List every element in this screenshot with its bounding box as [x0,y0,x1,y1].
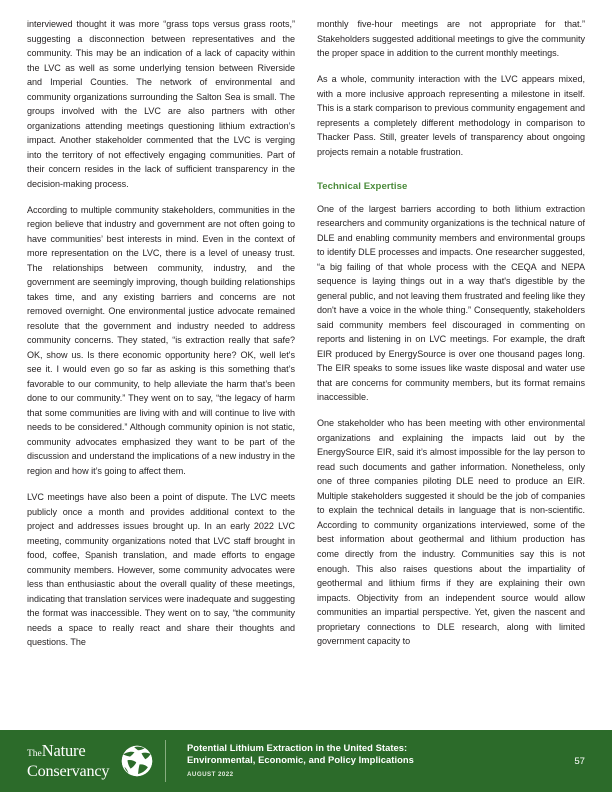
tnc-conservancy-text: Conservancy [27,761,110,780]
tnc-logo [27,743,152,779]
paragraph: One of the largest barriers according to both lithium extraction researchers and community organizations is the technical nature of DLE and enabling community members and environmental groups to identify DLE processes and impacts. One researcher suggested, “a big failing of that whole process with the CEQA and NEPA sequence is laying things out in a way that's digestible by the general public, and not leaving them frustrated and feeling like they don't have a voice in the whole thing.” Consequently, stakeholders said community members feel discouraged in commenting on reports and listening in on LVC meetings. For example, the draft EIR produced by EnergySource is over one thousand pages long. The EIR speaks to some issues like waste disposal and water use that are concerns for community members, but its format remains inaccessible. [317,203,585,403]
left-column [27,17,295,661]
page-number: 57 [574,756,585,767]
tnc-the-text: The [27,749,42,759]
globe-oak-leaf-icon [121,745,153,777]
paragraph: interviewed thought it was more “grass tops versus grass roots,” suggesting a disconnection between representatives and the community. This may be an indication of a lack of capacity within the LVC as well as some underlying tension between Riverside and Imperial Counties. The network of environmental and community organizations surrounding the Salton Sea is small. The groups involved with the LVC are also partners with other organizations attending meetings questioning lithium extraction’s impact. Another stakeholder commented that the LVC is verging into the territory of not effectively engaging communities. Part of their concern resides in the lack of sufficient transparency in the decision-making process. [27,19,295,189]
footer-title-line1: Potential Lithium Extraction in the United States: [187,742,408,753]
paragraph: According to multiple community stakeholders, communities in the region believe that industry and government are not often going to have communities’ best interests in mind. Even in the context of more representation on the LVC, there is a level of uneasy trust. The relationships between community, industry, and the government are seemingly improving, though building relationships takes time, and any existing barriers and concerns are not removed overnight. One environmental justice advocate remained resolute that the government and industry needed to address community concerns. They stated, “is extraction really that safe? OK, show us. Is there economic opportunity here? OK, well let's see it. I would even go so far as asking is this something that’s favorable to our community, to help alleviate the harm that’s been done to our community.” They went on to say, “the legacy of harm that some communities are living with and will continue to live with needs to be considered.” Although community opinion is not static, community advocates emphasized they want to be part of the discussion and understand the implications of a new industry in the region and how it’s going to affect them. [27,204,295,476]
tnc-wordmark [27,743,109,779]
footer-title-line2: Environmental, Economic, and Policy Implications [187,754,414,766]
tnc-wordmark-line1 [27,743,109,763]
section-heading-technical-expertise: Technical Expertise [317,180,408,192]
body-columns [27,17,585,717]
heading-spacer [317,171,585,180]
footer-title-block [187,742,527,778]
page-footer [0,730,612,792]
right-column [317,17,585,660]
tnc-nature-text: Nature [41,741,86,760]
footer-divider [165,740,166,782]
footer-date: AUGUST 2022 [187,771,234,779]
paragraph: One stakeholder who has been meeting with other environmental organizations and explaining the impacts laid out by the EnergySource EIR, said it’s almost impossible for the lay person to read such documents and gather information. Nonetheless, only one of three companies piloting DLE need to produce an EIR. Multiple stakeholders suggested it should be the job of companies to explain the technical details in language that is non-scientific. According to community organizations interviewed, some of the best information about geothermal and lithium production has come directly from the industry. Communities say this is not enough. This also raises questions about the impartiality of geothermal and lithium firms if they are explaining their own impacts. Objectivity from an independent source would allow communities an impartial perspective. Yet, given the nascent and proprietary connections to DLE research, along with limited government capacity to [317,418,585,647]
paragraph: As a whole, community interaction with the LVC appears mixed, with a more inclusive approach representing a milestone in itself. This is a stark comparison to previous community engagement and represents a completely different methodology in comparison to Thacker Pass. Still, greater levels of transparency about ongoing projects remain a notable frustration. [317,74,585,157]
paragraph: monthly five-hour meetings are not appropriate for that.” Stakeholders suggested additional meetings to give the community the proper space in addition to the current monthly meetings. [317,19,585,59]
paragraph: LVC meetings have also been a point of dispute. The LVC meets publicly once a month and provides additional context to the project and addresses issues brought up. In an early 2022 LVC meeting, community organizations noted that LVC staff brought in food, coffee, Spanish translation, and made efforts to engage community members. However, some community advocates were less than enthusiastic about the overall quality of these meetings, indicating that translation services were inadequate and suggesting the format was inaccessible. They went on to say, “the community needs a space to really react and share their thoughts and questions. The [27,491,295,648]
